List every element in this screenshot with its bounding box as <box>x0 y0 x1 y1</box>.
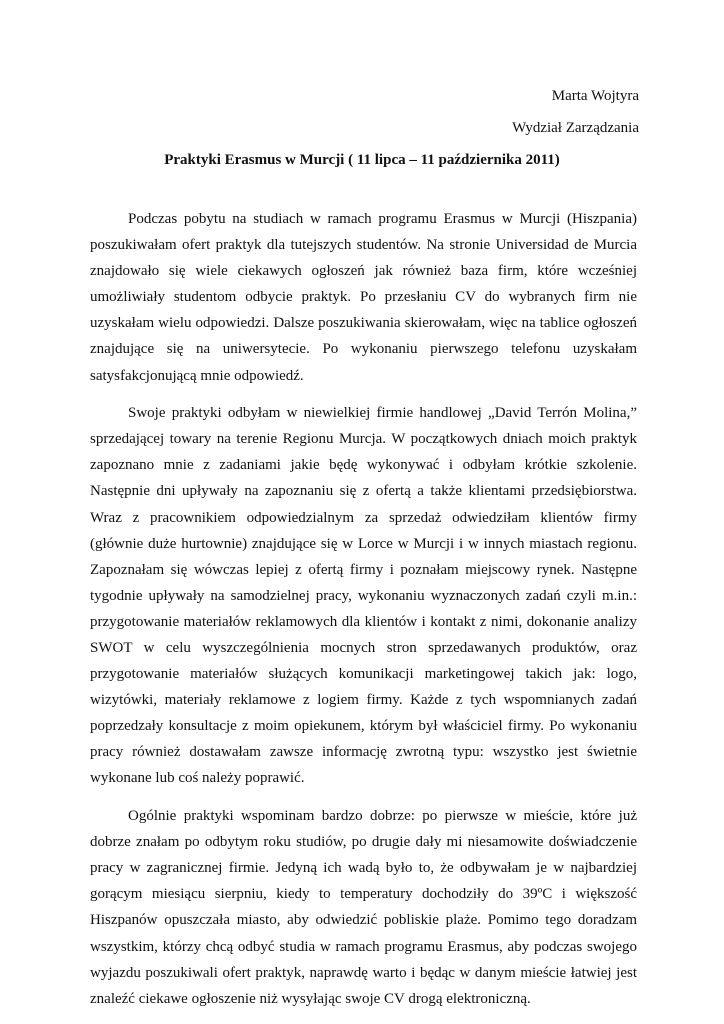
paragraph-internship-duties: Swoje praktyki odbyłam w niewielkiej firmie handlowej „David Terrón Molina,” sprzedającej towary na terenie Regionu Murcja. W początkowych dniach moich praktyk zapoznano mnie z zadaniami jakie będę wykonywać i odbyłam krótkie szkolenie. Następnie dni upływały na zapoznaniu się z ofertą a także klientami przedsiębiorstwa. Wraz z pracownikiem odpowiedzialnym za sprzedaż odwiedziłam klientów firmy (głównie duże hurtownie) znajdujące się w Lorce w Murcji i w innych miastach regionu. Zapoznałam się wówczas lepiej z ofertą firmy i poznałam miejscowy rynek. Następne tygodnie upływały na samodzielnej pracy, wykonaniu wyznaczonych zadań czyli m.in.: przygotowanie materiałów reklamowych dla klientów i kontakt z nimi, dokonanie analizy SWOT w celu wyszczególnienia mocnych stron sprzedawanych produktów, oraz przygotowanie materiałów służących komunikacji marketingowej takich jak: logo, wizytówki, materiały reklamowe z logiem firmy. Każde z tych wspomnianych zadań poprzedzały konsultacje z moim opiekunem, którym był właściciel firmy. Po wykonaniu pracy również dostawałam zawsze informację zwrotną typu: wszystko jest świetnie wykonane lub coś należy poprawić. <box>90 405 637 787</box>
document-body <box>90 206 637 1012</box>
paragraph-search-for-internship: Podczas pobytu na studiach w ramach programu Erasmus w Murcji (Hiszpania) poszukiwałam ofert praktyk dla tutejszych studentów. Na stronie Universidad de Murcia znajdowało się wiele ciekawych ogłoszeń jak również baza firm, które wcześniej umożliwiały studentom odbycie praktyk. Po przesłaniu CV do wybranych firm nie uzyskałam wielu odpowiedzi. Dalsze poszukiwania skierowałam, więc na tablice ogłoszeń znajdujące się na uniwersytecie. Po wykonaniu pierwszego telefonu uzyskałam satysfakcjonującą mnie odpowiedź. <box>90 211 637 384</box>
paragraph-summary: Ogólnie praktyki wspominam bardzo dobrze: po pierwsze w mieście, które już dobrze znałam po odbytym roku studiów, po drugie dały mi niesamowite doświadczenie pracy w zagranicznej firmie. Jedyną ich wadą było to, że odbywałam je w najbardziej gorącym miesiącu sierpniu, kiedy to temperatury dochodziły do 39ºC i większość Hiszpanów opuszczała miasto, aby odwiedzić pobliskie plaże. Pomimo tego doradzam wszystkim, którzy chcą odbyć studia w ramach programu Erasmus, aby podczas swojego wyjazdu poszukiwali ofert praktyk, naprawdę warto i będąc w danym mieście łatwiej jest znaleźć ciekawe ogłoszenie niż wysyłając swoje CV drogą elektroniczną. <box>90 808 637 1007</box>
faculty-name: Wydział Zarządzania <box>512 120 639 136</box>
author-name: Marta Wojtyra <box>551 88 639 104</box>
document-title: Praktyki Erasmus w Murcji ( 11 lipca – 11 października 2011) <box>164 152 560 168</box>
